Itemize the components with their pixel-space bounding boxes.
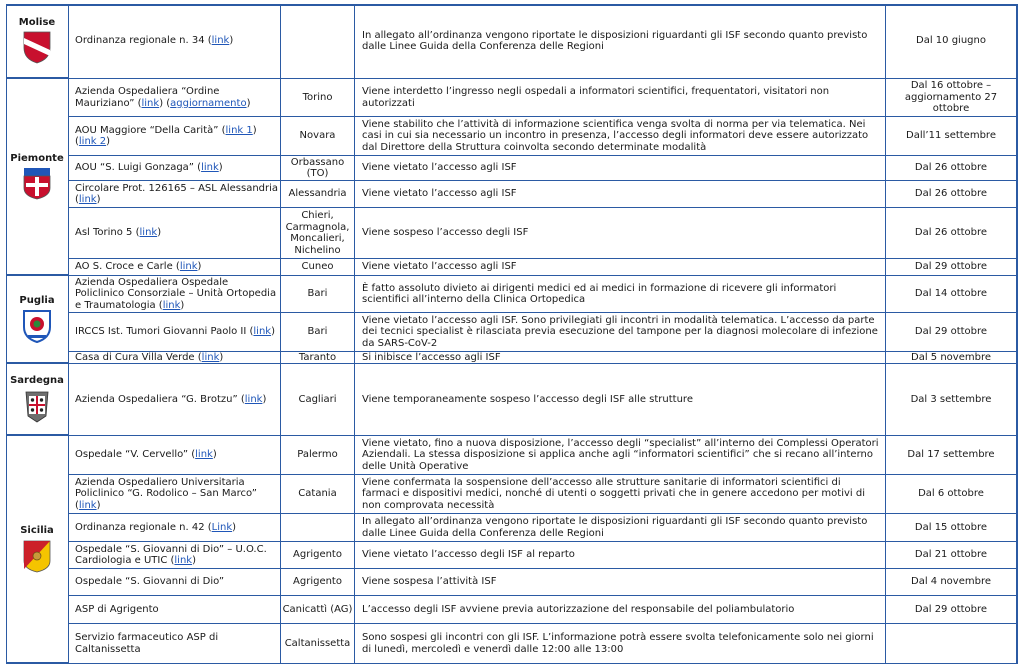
source-link[interactable]: link 1 [225,124,253,136]
city-label: Canicattì (AG) [282,603,353,615]
date-cell [886,475,1018,514]
structure-cell [69,181,281,208]
structure-text [75,35,233,47]
description-text: Viene vietato l’accesso agli ISF [362,188,517,200]
city-label: Alessandria [288,188,347,200]
sicilia-crest-icon [22,539,52,573]
city-cell [281,514,355,542]
structure-label: Ospedale “S. Giovanni di Dio” – U.O.C. Cardiologia e UTIC ( [75,543,267,566]
structure-cell [69,117,281,156]
date-cell [886,596,1018,624]
description-cell [355,542,886,569]
city-cell [281,542,355,569]
city-cell [281,475,355,514]
source-link[interactable]: link [211,35,230,47]
description-cell [355,276,886,313]
description-text: Viene vietato l’accesso agli ISF [362,162,517,174]
city-cell [281,117,355,156]
description-text: Viene interdetto l’ingresso negli ospedali a informatori scientifici, frequentatori, visitatori non autorizzati [362,86,830,109]
city-cell [281,208,355,259]
date-label: Dal 6 ottobre [918,488,984,500]
description-cell [355,156,886,181]
city-cell [281,79,355,117]
puglia-crest-icon [22,309,52,343]
source-link[interactable]: link [253,326,272,338]
structure-label: ) [180,299,185,311]
date-label: Dal 15 ottobre [914,521,988,533]
structure-cell [69,276,281,313]
structure-text [75,86,280,109]
structure-label: ) ( [159,97,171,109]
structure-label: Azienda Ospedaliera “Ordine Mauriziano” ( [75,86,220,109]
structure-cell [69,156,281,181]
date-cell [886,156,1018,181]
structure-label: ) ( [75,124,257,147]
region-cell-molise [6,4,69,79]
structure-label: AOU Maggiore “Della Carità” ( [75,124,226,136]
city-label: Cuneo [301,261,334,273]
city-label: Catania [298,488,337,500]
city-cell [281,181,355,208]
structure-cell [69,364,281,436]
city-cell [281,352,355,364]
city-cell [281,364,355,436]
description-text: Viene sospesa l’attività ISF [362,576,497,588]
description-text: In allegato all’ordinanza vengono riportate le disposizioni riguardanti gli ISF secondo quanto previsto dalle Linee Guida della Conferenza delle Regioni [362,29,868,52]
source-link[interactable]: link [244,393,263,405]
structure-cell [69,79,281,117]
structure-text [75,277,280,312]
city-cell [281,259,355,276]
structure-text [75,352,223,363]
city-label: Chieri, Carmagnola, Moncalieri, Nichelino [285,210,350,256]
structure-label: ) [271,326,275,338]
structure-text [75,162,223,174]
description-cell [355,596,886,624]
molise-crest-icon [22,30,52,64]
structure-text [75,576,224,588]
structure-label: Ospedale “V. Cervello” ( [75,449,196,461]
structure-cell [69,313,281,352]
date-label: Dal 29 ottobre [914,603,988,615]
structure-text [75,183,280,206]
structure-text [75,544,280,567]
structure-label: Ospedale “S. Giovanni di Dio” [75,576,225,588]
description-text: Viene vietato l’accesso agli ISF. Sono privilegiati gli incontri in modalità telematica. L’accesso da parte dei tecnici specialist è rilasciata previa esecuzione del tampone per la diagnosi molecolare di infezione da SARS-CoV-2 [362,314,878,349]
description-text: Viene vietato l’accesso agli ISF [362,261,517,273]
date-cell [886,436,1018,475]
city-label: Bari [307,326,328,338]
source-link[interactable]: aggiornamento [170,97,247,109]
region-name: Molise [18,16,56,28]
structure-label: ) [192,555,196,566]
structure-label: Azienda Ospedaliera Ospedale Policlinico Consorziale – Unità Ortopedia e Traumatologia ( [75,276,277,311]
date-cell [886,364,1018,436]
city-cell [281,156,355,181]
structure-label: ) [212,449,217,461]
description-cell [355,514,886,542]
city-label: Caltanissetta [284,637,351,649]
structure-text [75,261,201,273]
description-cell [355,475,886,514]
region-cell-piemonte [6,79,69,276]
date-label: Dal 17 settembre [907,449,995,461]
structure-cell [69,475,281,514]
structure-label: ASP di Agrigento [75,603,159,615]
description-text: Viene confermata la sospensione dell’accesso alle strutture sanitarie di informatori scientifici di farmaci e dispositivi medici, nonché di utenti o soggetti privati che in genere accedono per motivi di non comprovata necessità [362,476,865,511]
date-label: Dal 10 giugno [916,35,986,47]
source-link[interactable]: link [195,449,213,461]
city-cell [281,569,355,596]
description-cell [355,624,886,664]
structure-label: AOU “S. Luigi Gonzaga” ( [75,162,202,174]
source-link[interactable]: link [179,261,198,273]
source-link[interactable]: link [174,555,193,566]
source-link[interactable]: link [78,194,97,205]
structure-cell [69,4,281,79]
structure-cell [69,542,281,569]
description-cell [355,569,886,596]
date-cell [886,79,1018,117]
description-cell [355,259,886,276]
description-text: Viene vietato l’accesso degli ISF al reparto [362,549,575,561]
structure-label: IRCCS Ist. Tumori Giovanni Paolo II ( [75,326,254,338]
region-cell-sicilia [6,436,69,664]
date-cell [886,4,1018,79]
date-label: Dal 14 ottobre [914,288,988,300]
city-label: Torino [302,91,333,103]
description-text: Viene stabilito che l’attività di informazione scientifica venga svolta di norma per via telematica. Nei casi in cui sia necessario un incontro in presenza, l’accesso degli informatori deve essere autorizzato dal Direttore della Struttura coinvolta secondo determinate modalità [362,118,869,153]
region-name: Sicilia [20,525,54,537]
date-label: Dal 29 ottobre [914,261,988,273]
structure-label: Ordinanza regionale n. 34 ( [75,35,212,47]
structure-cell [69,596,281,624]
date-label: Dal 29 ottobre [914,326,988,338]
description-text: Sono sospesi gli incontri con gli ISF. L’informazione potrà essere svolta telefonicamente solo nei giorni di lunedì, mercoledì e venerdì dalle 12:00 alle 13:00 [362,632,874,655]
structure-label: ) [229,35,234,47]
structure-label: ) [106,136,111,147]
structure-label: ) [262,393,267,405]
date-cell [886,208,1018,259]
region-name: Puglia [19,295,55,307]
source-link[interactable]: link [201,352,220,363]
date-cell [886,276,1018,313]
structure-cell [69,352,281,364]
description-text: Si inibisce l’accesso agli ISF [362,352,501,363]
sardegna-crest-icon [22,389,52,423]
piemonte-crest-icon [22,166,52,200]
description-text: Viene vietato, fino a nuova disposizione, l’accesso degli “specialist” all’interno dei Complessi Operatori Aziendali. La stessa disposizione si applica anche agli “informatori scientifici” che si recano all’interno delle Unità Operative [362,437,879,472]
structure-label: Azienda Ospedaliero Universitaria Policlinico “G. Rodolico – San Marco” ( [75,476,257,511]
date-label: Dal 26 ottobre [914,162,988,174]
source-link[interactable]: link [162,299,181,311]
structure-cell [69,569,281,596]
structure-text [75,522,236,534]
structure-label: AO S. Croce e Carle ( [75,261,180,273]
date-cell [886,181,1018,208]
source-link[interactable]: link [139,227,158,239]
structure-text [75,125,280,148]
region-name: Sardegna [10,375,64,387]
description-text: Viene temporaneamente sospeso l’accesso degli ISF alle strutture [362,393,693,405]
structure-text [75,227,161,239]
city-label: Bari [307,288,328,300]
structure-text [75,326,275,338]
city-cell [281,4,355,79]
date-label: Dal 5 novembre [911,352,991,363]
city-label: Orbassano (TO) [290,156,345,179]
date-cell [886,352,1018,364]
structure-label: ) [96,499,101,511]
description-cell [355,313,886,352]
date-cell [886,259,1018,276]
structure-text [75,632,280,655]
city-cell [281,313,355,352]
structure-cell [69,259,281,276]
city-cell [281,624,355,664]
structure-cell [69,514,281,542]
date-cell [886,542,1018,569]
structure-label: ) [218,162,223,174]
city-cell [281,276,355,313]
source-link[interactable]: Link [211,521,233,533]
source-link[interactable]: link 2 [78,136,107,147]
date-label: Dal 21 ottobre [914,549,988,561]
structure-label: ) [157,227,162,239]
description-cell [355,181,886,208]
date-cell [886,514,1018,542]
structure-label: ) [232,521,237,533]
date-label: Dall’11 settembre [906,130,996,142]
description-text: È fatto assoluto divieto ai dirigenti medici ed ai medici in formazione di ricevere gli informatori scientifici all’interno della Clinica Ortopedica [362,282,837,305]
structure-text [75,604,159,616]
city-label: Agrigento [293,576,342,588]
structure-label: Azienda Ospedaliera “G. Brotzu” ( [75,393,245,405]
description-cell [355,117,886,156]
structure-label: Servizio farmaceutico ASP di Caltanissetta [75,632,219,655]
description-cell [355,364,886,436]
date-label: Dal 3 settembre [910,393,992,405]
description-cell [355,4,886,79]
description-cell [355,436,886,475]
date-label: Dal 16 ottobre – aggiornamento 27 ottobre [904,80,998,115]
structure-label: ) [219,352,224,363]
source-link[interactable]: link [201,162,219,174]
city-cell [281,596,355,624]
structure-label: Asl Torino 5 ( [75,227,140,239]
date-cell [886,569,1018,596]
structure-label: ) [96,194,101,205]
city-label: Novara [299,130,336,142]
structure-text [75,394,266,406]
source-link[interactable]: link [78,499,97,511]
city-label: Agrigento [293,549,342,561]
structure-label: Circolare Prot. 126165 – ASL Alessandria ( [75,182,279,205]
description-cell [355,208,886,259]
structure-label: ) [197,261,202,273]
region-cell-puglia [6,276,69,364]
description-text: Viene sospeso l’accesso degli ISF [362,227,529,239]
structure-cell [69,624,281,664]
structure-label: Casa di Cura Villa Verde ( [75,352,202,363]
region-name: Piemonte [10,152,64,164]
date-label: Dal 26 ottobre [914,227,988,239]
structure-text [75,449,217,461]
structure-cell [69,436,281,475]
date-label: Dal 26 ottobre [914,188,988,200]
structure-cell [69,208,281,259]
description-cell [355,79,886,117]
description-text: In allegato all’ordinanza vengono riportate le disposizioni riguardanti gli ISF secondo quanto previsto dalle Linee Guida della Conferenza delle Regioni [362,516,868,539]
structure-text [75,477,280,512]
date-label: Dal 4 novembre [911,576,991,588]
structure-label: Ordinanza regionale n. 42 ( [75,521,212,533]
description-cell [355,352,886,364]
structure-label: ) [246,97,251,109]
description-text: L’accesso degli ISF avviene previa autorizzazione del responsabile del poliambulatorio [362,603,795,615]
date-cell [886,624,1018,664]
city-cell [281,436,355,475]
date-cell [886,117,1018,156]
date-cell [886,313,1018,352]
city-label: Taranto [298,352,337,363]
city-label: Cagliari [298,393,337,405]
region-cell-sardegna [6,364,69,436]
city-label: Palermo [297,449,338,461]
source-link[interactable]: link [141,97,160,109]
